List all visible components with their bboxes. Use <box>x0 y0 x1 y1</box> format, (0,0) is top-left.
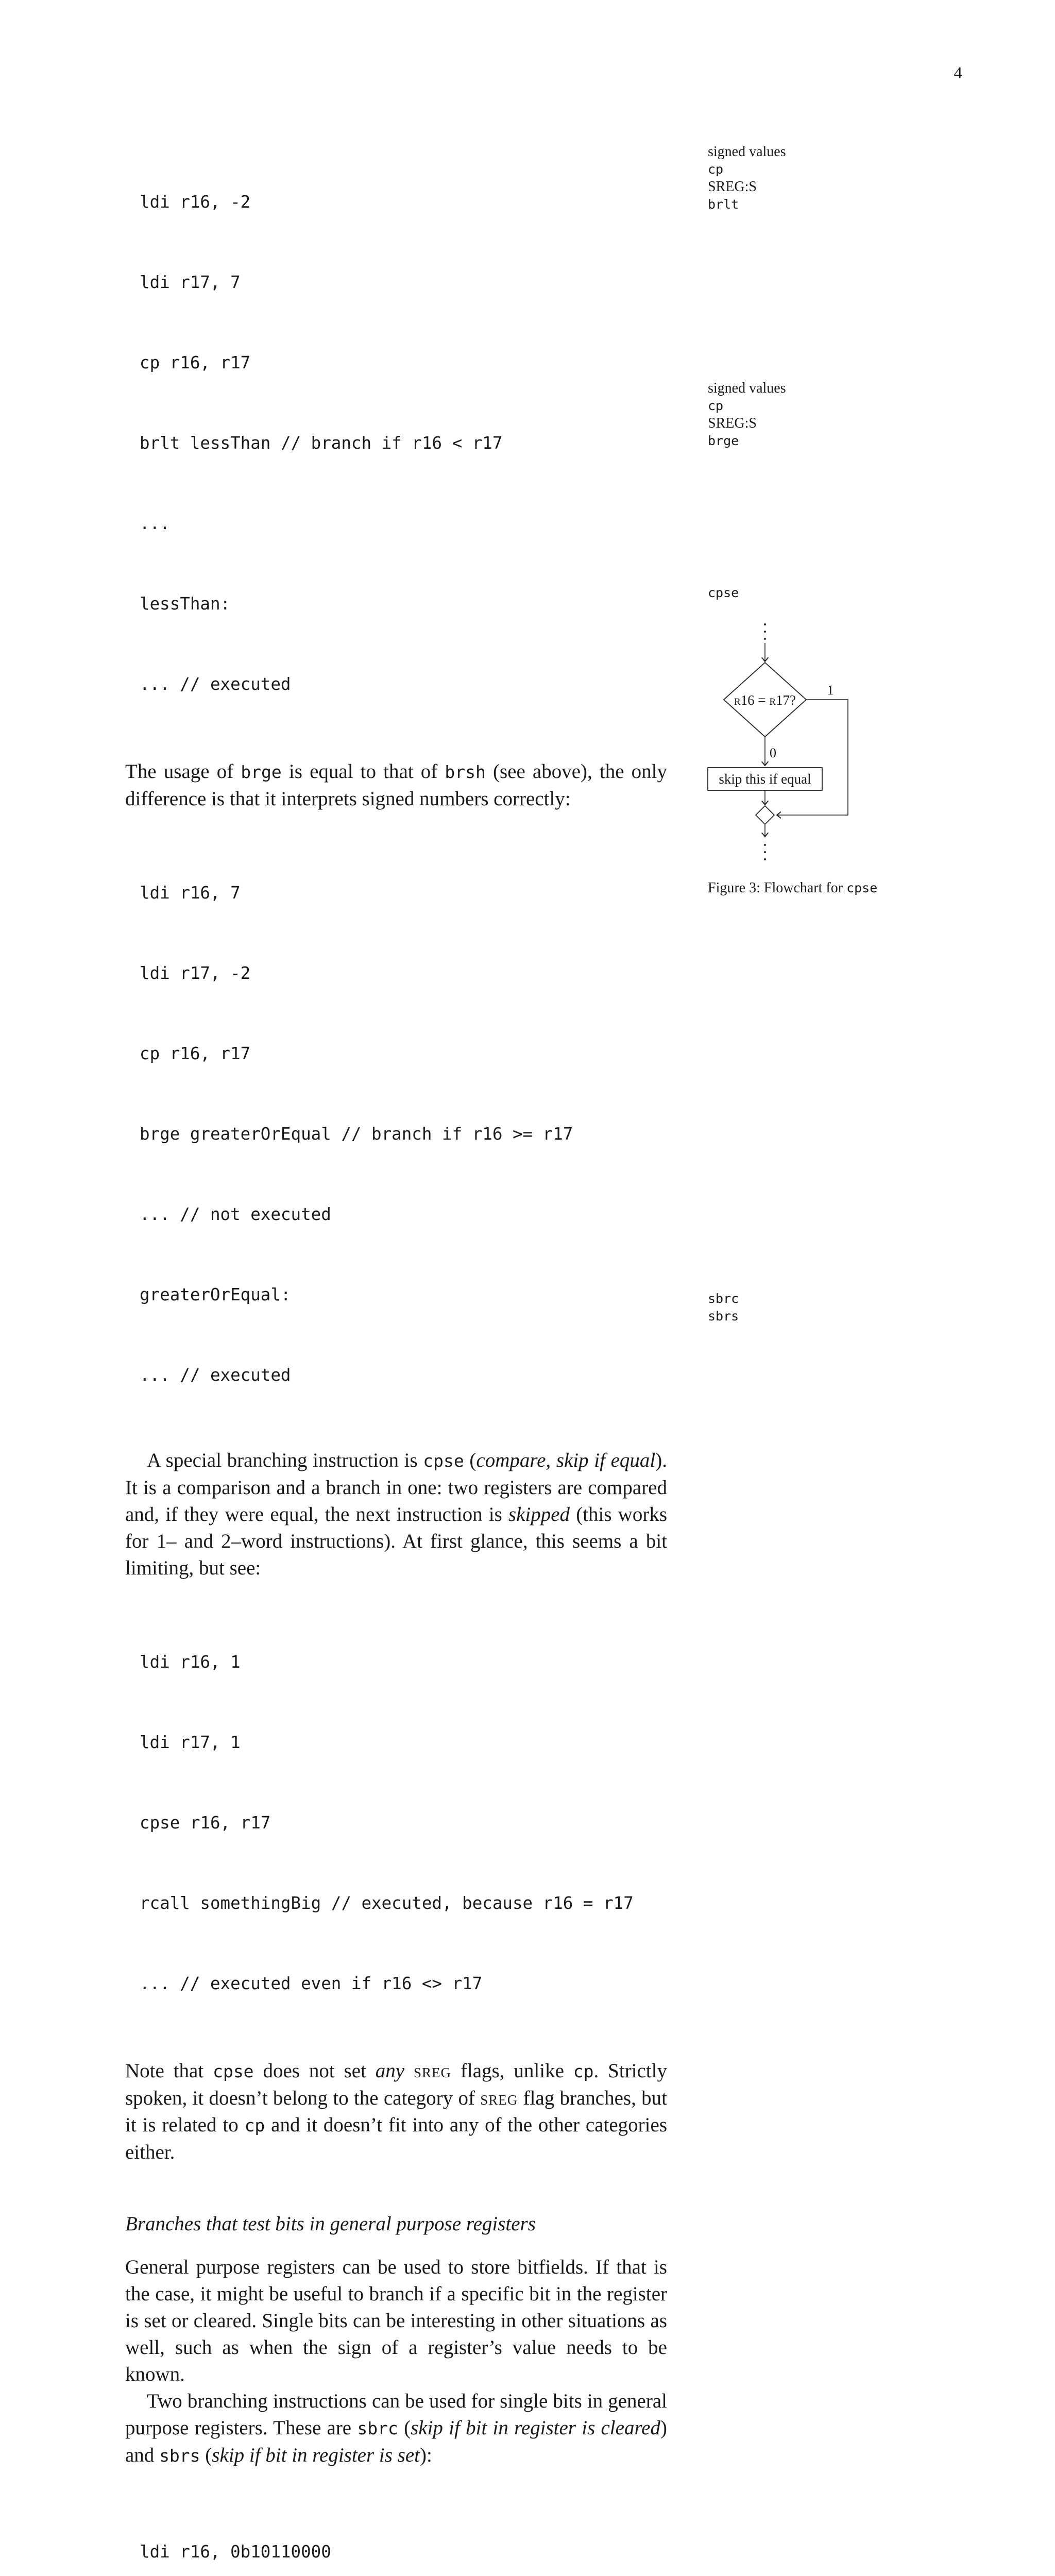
margin-note-item: brlt <box>708 197 739 212</box>
text-run <box>404 2060 414 2082</box>
text-run: The usage of <box>125 760 241 783</box>
caption-code: cpse <box>846 880 878 895</box>
inline-code: cp <box>244 2115 265 2136</box>
text-run: (this works for 1– and 2–word instructions). At first glance, this seems a bit limiting, but see: <box>125 1503 667 1579</box>
figure-caption <box>708 880 877 896</box>
code-line: ... // executed <box>140 674 291 694</box>
paragraph-cpse-note <box>125 2058 667 2166</box>
text-run: ( <box>464 1449 477 1471</box>
text-run: ( <box>398 2417 411 2439</box>
text-run: A special branching instruction is <box>147 1449 423 1471</box>
code-line: brge greaterOrEqual // branch if r16 >= r17 <box>140 1124 573 1144</box>
code-block-brge <box>125 826 667 1442</box>
text-run: ). It is a comparison and a branch in one: two registers are compared and, if they were equal, the next instruction is <box>125 1449 667 1526</box>
paragraph-sbrc-sbrs <box>125 2388 667 2469</box>
margin-note-brge <box>708 380 914 450</box>
text-run: Note that <box>125 2060 213 2082</box>
code-line: ldi r17, 1 <box>140 1733 241 1752</box>
inline-code: cpse <box>423 1451 464 1471</box>
code-line: greaterOrEqual: <box>140 1285 291 1304</box>
code-line: ldi r17, 7 <box>140 273 241 292</box>
margin-note-sbrc <box>708 1290 914 1325</box>
action-box-label: skip this if equal <box>719 771 811 787</box>
italic-text: skipped <box>508 1503 570 1526</box>
text-run: Two branching instructions can be used for single bits in general purpose registers. These are <box>125 2390 667 2439</box>
margin-note-brlt <box>708 143 914 213</box>
margin-note-item: brge <box>708 433 739 448</box>
caption-text: Figure 3: Flowchart for <box>708 880 847 896</box>
code-line: lessThan: <box>140 594 231 614</box>
ellipsis-bottom <box>764 844 766 860</box>
branch-label-true: 1 <box>827 683 834 698</box>
inline-code: sbrs <box>159 2446 200 2466</box>
margin-note-item: SREG:S <box>708 179 757 195</box>
code-line: brlt lessThan // branch if r16 < r17 <box>140 433 503 453</box>
margin-note-item: cp <box>708 398 724 413</box>
margin-note-item: cpse <box>708 585 739 600</box>
code-line: rcall somethingBig // executed, because r16 = r17 <box>140 1893 634 1913</box>
code-line: ldi r16, -2 <box>140 192 251 212</box>
inline-code: cp <box>573 2061 594 2081</box>
main-column <box>125 135 667 2576</box>
code-block-sbrc <box>125 2485 667 2576</box>
text-run: ) and <box>125 2417 667 2466</box>
small-caps-text: sreg <box>480 2087 518 2109</box>
margin-note-item: sbrs <box>708 1309 739 1324</box>
paragraph-bitfields: General purpose registers can be used to store bitfields. If that is the case, it might be useful to branch if a specific bit in the register is set or cleared. Single bits can be interesting in other situations as well, such as when the sign of a register’s value needs to be known. <box>125 2256 667 2385</box>
margin-note-item: cp <box>708 162 724 177</box>
code-line: ldi r16, 1 <box>140 1652 241 1672</box>
text-run: ( <box>200 2444 212 2466</box>
margin-note-label: signed values <box>708 144 786 160</box>
text-run: (see above), the only difference is that it interprets signed numbers correctly: <box>125 760 667 810</box>
inline-code: brge <box>241 762 282 782</box>
margin-note-label: signed values <box>708 380 786 396</box>
small-caps-text: sreg <box>414 2060 452 2082</box>
code-line: ldi r16, 7 <box>140 883 241 903</box>
section-heading: Branches that test bits in general purpose registers <box>125 2213 536 2235</box>
italic-text: skip if bit in register is set <box>212 2444 420 2466</box>
margin-note-item: SREG:S <box>708 415 757 431</box>
margin-note-cpse <box>708 584 914 602</box>
ellipsis-top <box>764 623 766 640</box>
text-run: flag branches, but it is related to <box>125 2087 667 2136</box>
branch-label-false: 0 <box>770 745 776 760</box>
text-run: does not set <box>253 2060 376 2082</box>
decision-label: r16 = r17? <box>734 692 796 708</box>
code-line: ldi r16, 0b10110000 <box>140 2542 331 2562</box>
inline-code: brsh <box>445 762 486 782</box>
page-number: 4 <box>954 64 962 82</box>
paragraph-cpse <box>125 1447 667 1582</box>
code-line: cpse r16, r17 <box>140 1813 271 1833</box>
code-line: ... // not executed <box>140 1205 331 1224</box>
code-line: ... <box>140 514 170 533</box>
text-run: is equal to that of <box>281 760 445 783</box>
code-line: ... // executed even if r16 <> r17 <box>140 1974 483 1993</box>
italic-text: skip if bit in register is cleared <box>411 2417 660 2439</box>
text-run: ): <box>420 2444 432 2466</box>
paragraph-brge <box>125 758 667 812</box>
inline-code: cpse <box>213 2061 254 2081</box>
text-run: flags, unlike <box>451 2060 573 2082</box>
code-line: cp r16, r17 <box>140 1044 251 1063</box>
flowchart-cpse <box>701 618 865 876</box>
code-line: ... // executed <box>140 1365 291 1385</box>
merge-diamond <box>756 806 774 824</box>
margin-note-item: sbrc <box>708 1291 739 1306</box>
code-line: cp r16, r17 <box>140 353 251 372</box>
inline-code: sbrc <box>357 2418 398 2438</box>
code-block-cpse <box>125 1595 667 2050</box>
code-line: ldi r17, -2 <box>140 963 251 983</box>
text-run: and it doesn’t fit into any of the other categories either. <box>125 2114 667 2163</box>
italic-text: compare, skip if equal <box>476 1449 656 1471</box>
text-run: . Strictly spoken, it doesn’t belong to the category of <box>125 2060 668 2109</box>
italic-text: any <box>375 2060 405 2082</box>
code-block-brlt <box>125 135 667 751</box>
